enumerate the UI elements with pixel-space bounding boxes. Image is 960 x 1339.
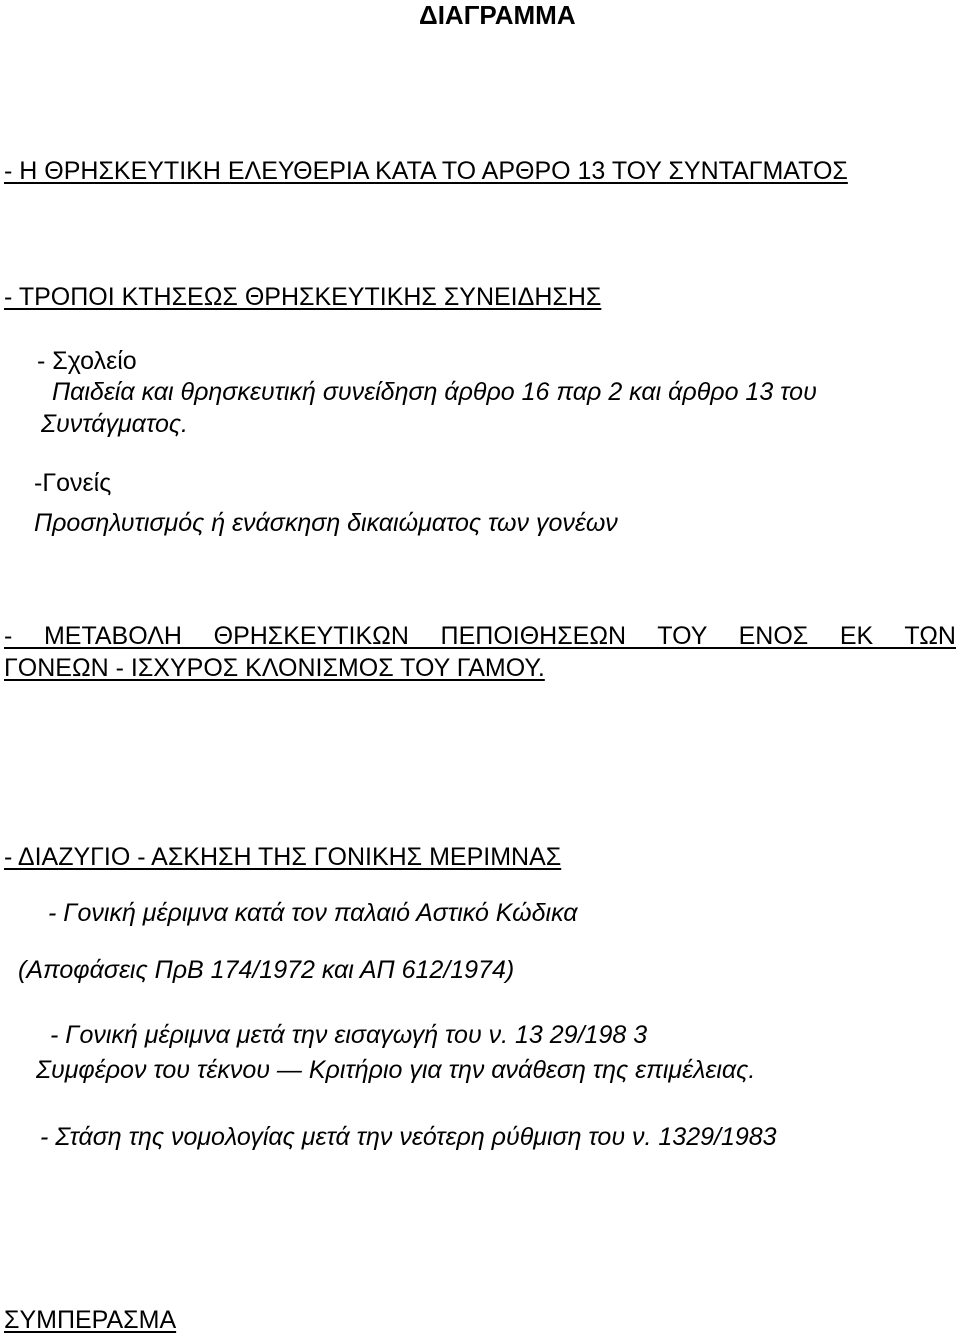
section-religious-freedom: - Η ΘΡΗΣΚΕΥΤΙΚΗ ΕΛΕΥΘΕΡΙΑ ΚΑΤΑ ΤΟ ΑΡΘΡΟ 13 ΤΟΥ ΣΥΝΤΑΓΜΑΤΟΣ bbox=[4, 157, 848, 185]
parents-text: Προσηλυτισμός ή ενάσκηση δικαιώματος των γονέων bbox=[34, 509, 618, 537]
divorce-decisions: (Αποφάσεις ΠρΒ 174/1972 και ΑΠ 612/1974) bbox=[18, 956, 515, 984]
divorce-case-law: - Στάση της νομολογίας μετά την νεότερη ρύθμιση του ν. 1329/1983 bbox=[40, 1123, 777, 1151]
divorce-child-interest: Συμφέρον του τέκνου — Κριτήριο για την ανάθεση της επιμέλειας. bbox=[36, 1056, 756, 1084]
section-change-line-1: - ΜΕΤΑΒΟΛΗ ΘΡΗΣΚΕΥΤΙΚΩΝ ΠΕΠΟΙΘΗΣΕΩΝ ΤΟΥ ΕΝΟΣ ΕΚ ΤΩΝ bbox=[4, 622, 956, 650]
conclusion-heading: ΣΥΜΠΕΡΑΣΜΑ bbox=[4, 1306, 177, 1334]
divorce-new-law: - Γονική μέριμνα μετά την εισαγωγή του ν. 13 29/198 3 bbox=[50, 1021, 648, 1049]
school-text-line-1: Παιδεία και θρησκευτική συνείδηση άρθρο 16 παρ 2 και άρθρο 13 του bbox=[52, 378, 817, 406]
section-divorce-heading: - ΔΙΑΖΥΓΙΟ - ΑΣΚΗΣΗ ΤΗΣ ΓΟΝΙΚΗΣ ΜΕΡΙΜΝΑΣ bbox=[4, 843, 562, 871]
parents-label: -Γονείς bbox=[34, 469, 112, 497]
section-change-line-2: ΓΟΝΕΩΝ - ΙΣΧΥΡΟΣ ΚΛΟΝΙΣΜΟΣ ΤΟΥ ΓΑΜΟΥ. bbox=[4, 654, 545, 682]
school-label: - Σχολείο bbox=[37, 347, 137, 375]
school-text-line-2: Συντάγματος. bbox=[41, 410, 188, 438]
divorce-old-code: - Γονική μέριμνα κατά τον παλαιό Αστικό Κώδικα bbox=[48, 899, 578, 927]
section-acquisition-heading: - ΤΡΟΠΟΙ ΚΤΗΣΕΩΣ ΘΡΗΣΚΕΥΤΙΚΗΣ ΣΥΝΕΙΔΗΣΗΣ bbox=[4, 283, 602, 311]
document-title: ΔΙΑΓΡΑΜΜΑ bbox=[419, 0, 576, 30]
